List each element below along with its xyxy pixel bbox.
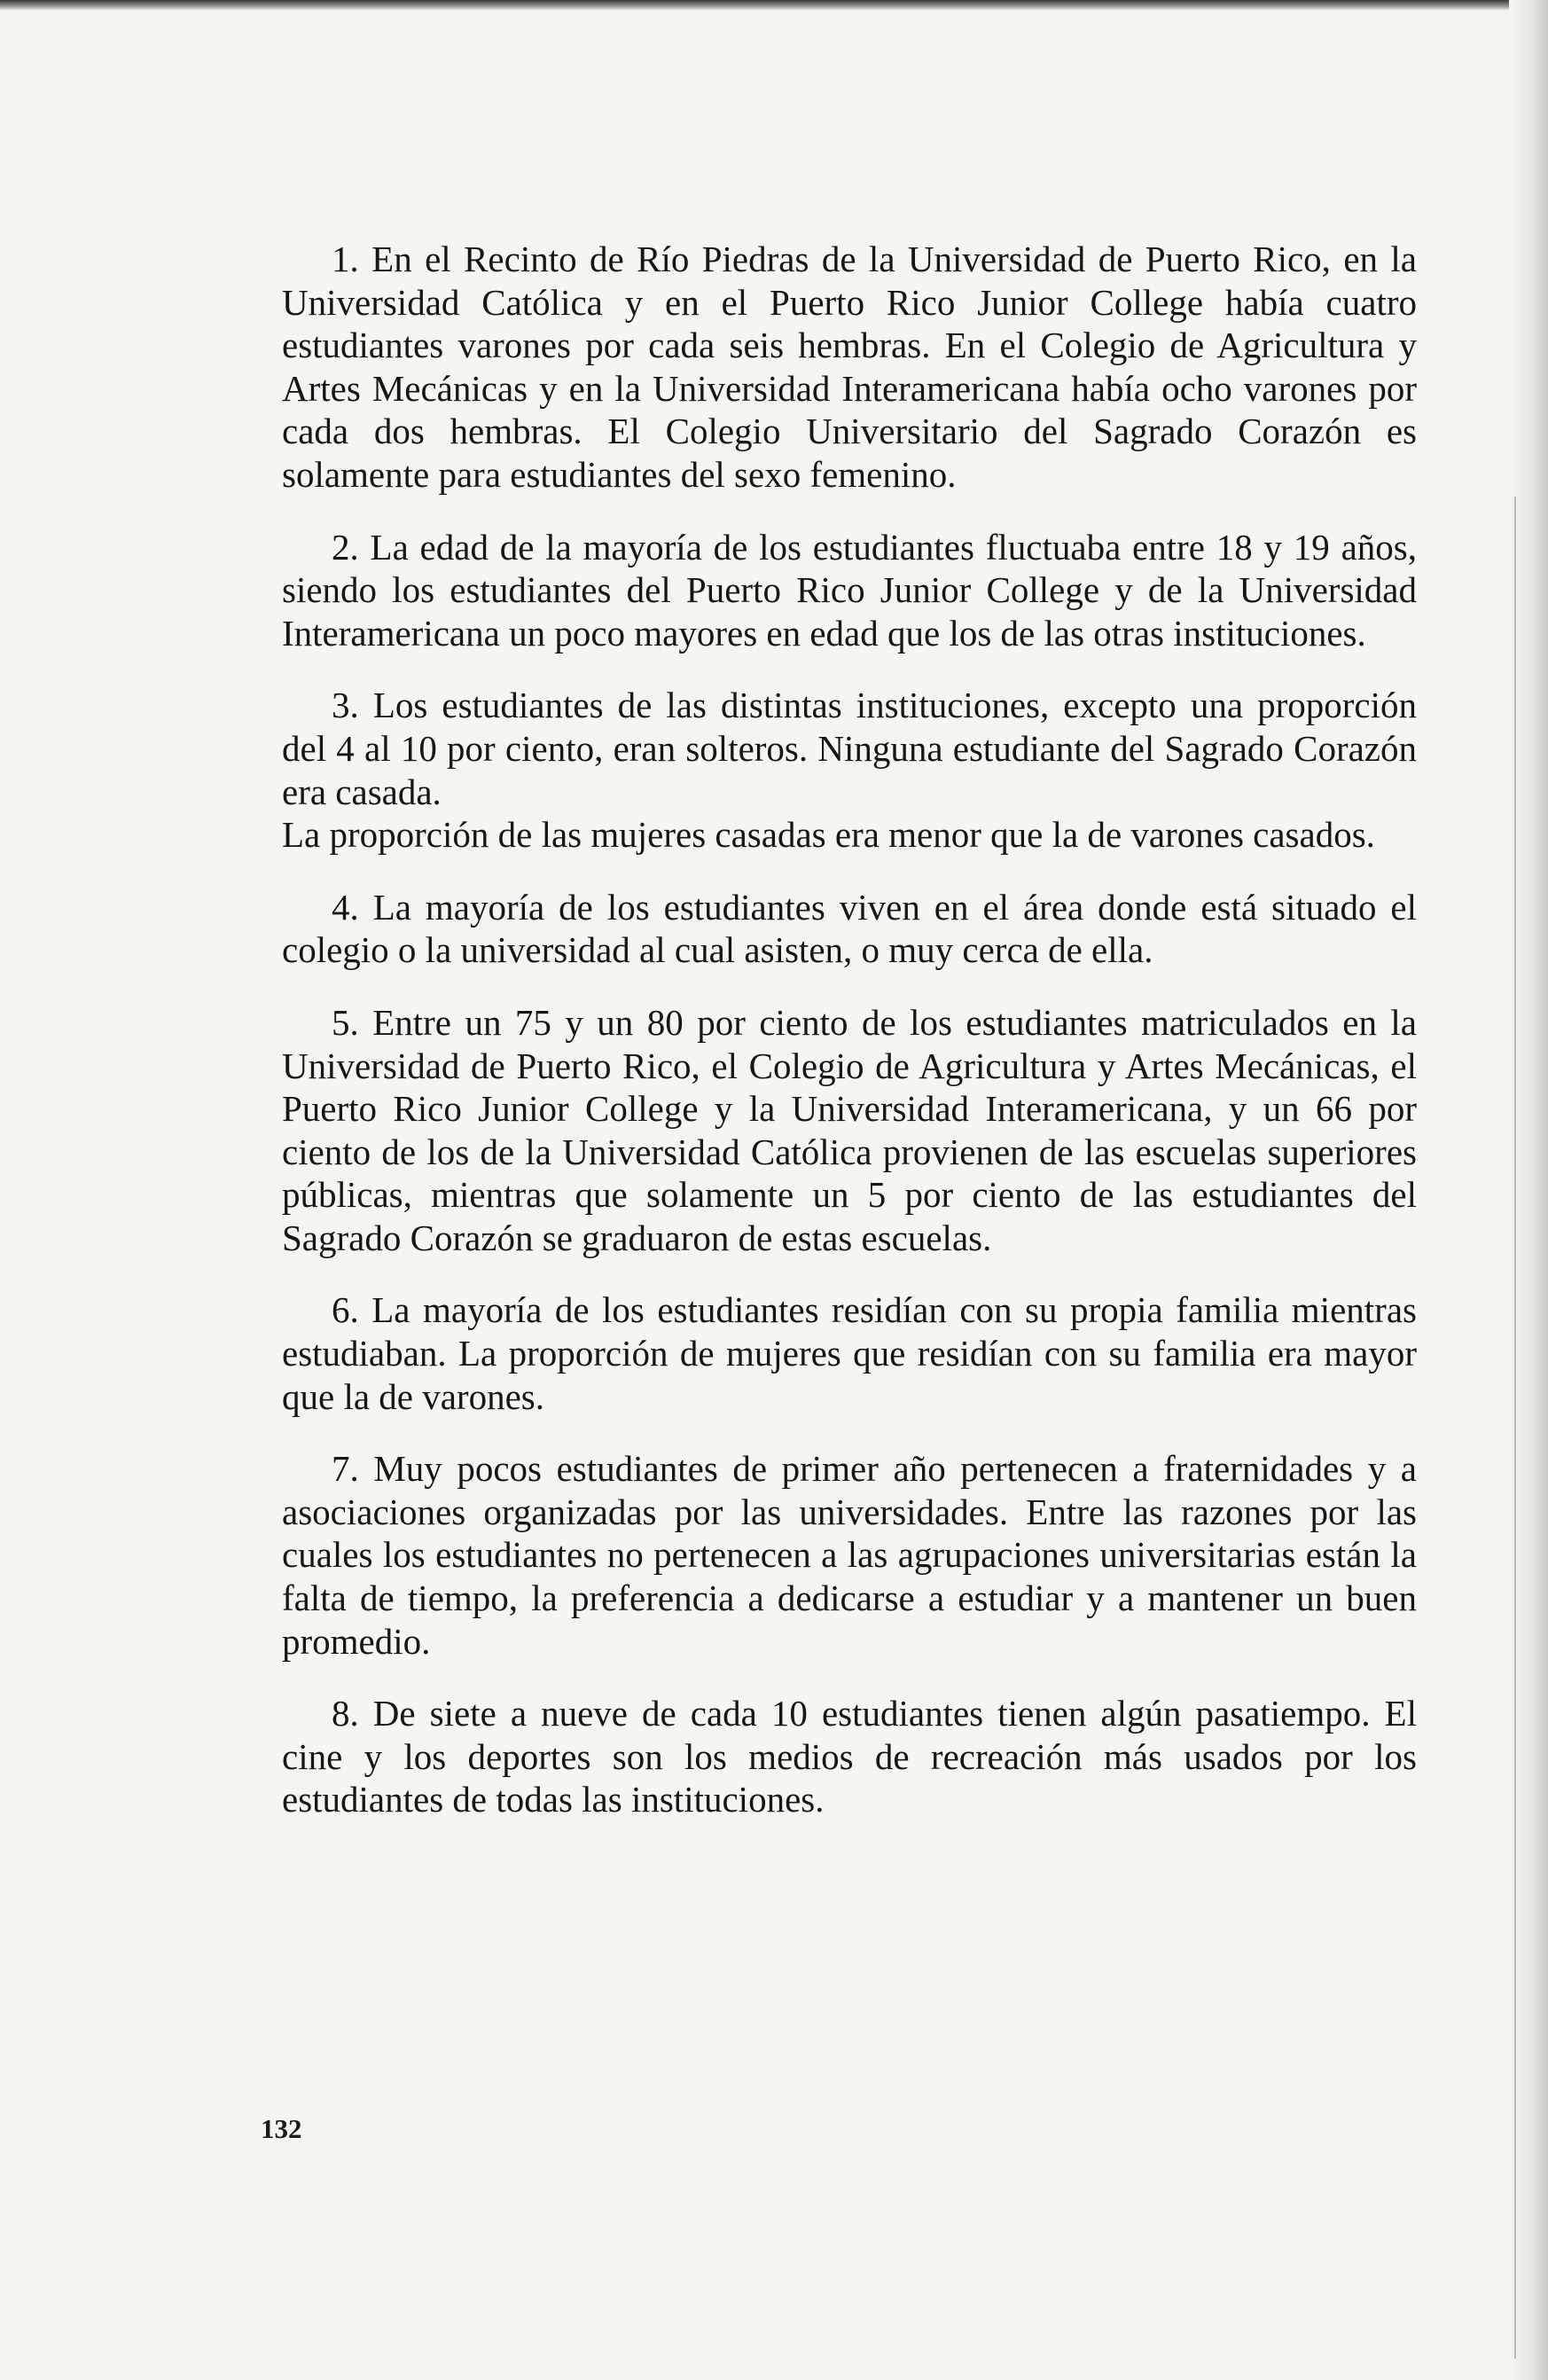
paragraph-text: De siete a nueve de cada 10 estudiantes tienen algún pasatiempo. El cine y los deportes son los medios de recreación más usados por los estudiantes de todas las instituciones. (282, 1693, 1417, 1820)
finding-paragraph-3-continued (282, 813, 1417, 857)
finding-paragraph-8 (282, 1692, 1417, 1821)
paragraph-text: Entre un 75 y un 80 por ciento de los estudiantes matriculados en la Universidad de Puerto Rico, el Colegio de Agricultura y Artes Mecánicas, el Puerto Rico Junior College y la Universidad Interamericana, y un 66 por ciento de los de la Universidad Católica provienen de las escuelas superiores públicas, mientras que solamente un 5 por ciento de las estudiantes del Sagrado Corazón se graduaron de estas escuelas. (282, 1001, 1417, 1258)
paragraph-number: 2. (332, 526, 359, 568)
page-edge-line (1514, 497, 1516, 2359)
paragraph-number: 4. (332, 886, 359, 928)
paragraph-text: En el Recinto de Río Piedras de la Universidad de Puerto Rico, en la Universidad Católica y en el Puerto Rico Junior College había cuatro estudiantes varones por cada seis hembras. En el Colegio de Agricultura y Artes Mecánicas y en la Universidad Interamericana había ocho varones por cada dos hembras. El Colegio Universitario del Sagrado Corazón es solamente para estudiantes del sexo femenino. (282, 239, 1418, 495)
paragraph-text: La mayoría de los estudiantes viven en el área donde está situado el colegio o la universidad al cual asisten, o muy cerca de ella. (282, 886, 1417, 971)
paragraph-text: La mayoría de los estudiantes residían con su propia familia mientras estudiaban. La proporción de mujeres que residían con su familia era mayor que la de varones. (282, 1289, 1417, 1417)
finding-paragraph-6 (282, 1288, 1417, 1418)
finding-paragraph-4 (282, 886, 1417, 972)
finding-paragraph-1 (282, 238, 1417, 497)
paragraph-number: 6. (332, 1289, 359, 1331)
finding-paragraph-2 (282, 526, 1417, 655)
paragraph-number: 7. (332, 1448, 359, 1490)
paragraph-number: 8. (332, 1693, 359, 1734)
paragraph-text: La edad de la mayoría de los estudiantes fluctuaba entre 18 y 19 años, siendo los estudiantes del Puerto Rico Junior College y de la Universidad Interamericana un poco mayores en edad que los de las otras instituciones. (282, 526, 1417, 654)
paragraph-number: 1. (332, 239, 359, 279)
finding-paragraph-3 (282, 684, 1417, 813)
finding-paragraph-5 (282, 1001, 1417, 1260)
body-text (282, 238, 1417, 1851)
page-top-edge (0, 0, 1548, 11)
page-number: 132 (261, 2113, 302, 2144)
paragraph-number: 3. (332, 685, 359, 726)
paragraph-number: 5. (332, 1001, 359, 1043)
finding-paragraph-7 (282, 1447, 1417, 1663)
paragraph-text: Los estudiantes de las distintas instituciones, excepto una proporción del 4 al 10 por ciento, eran solteros. Ninguna estudiante del Sagrado Corazón era casada. (282, 685, 1417, 812)
paragraph-text: La proporción de las mujeres casadas era menor que la de varones casados. (282, 814, 1375, 856)
paragraph-text: Muy pocos estudiantes de primer año pertenecen a fraternidades y a asociaciones organizadas por las universidades. Entre las razones por las cuales los estudiantes no pertenecen a las agrupaciones universitarias están la falta de tiempo, la preferencia a dedicarse a estudiar y a mantener un buen promedio. (282, 1448, 1417, 1662)
